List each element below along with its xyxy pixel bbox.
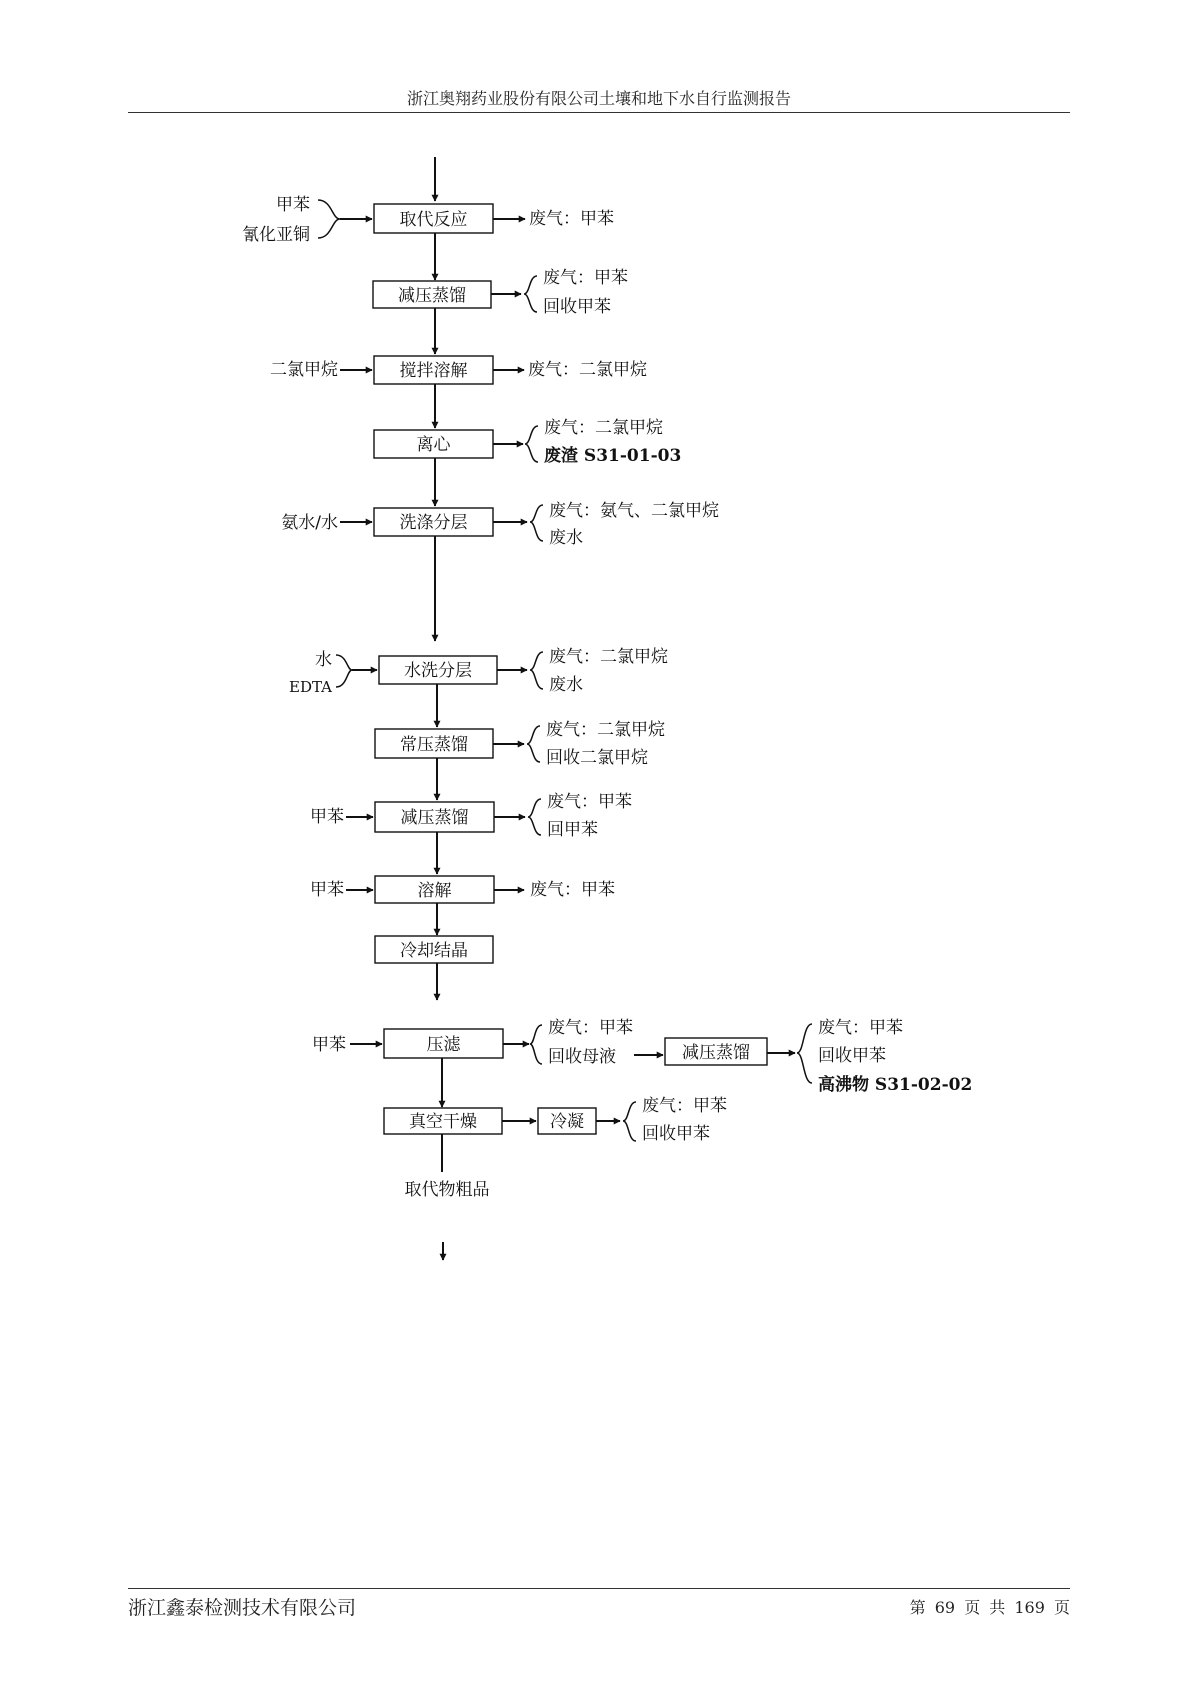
output-label-2a: 废气：甲苯 xyxy=(543,268,628,288)
input-label-toluene-8: 甲苯 xyxy=(310,807,344,827)
step-label-11: 压滤 xyxy=(426,1035,461,1055)
output-label-side1b: 回收甲苯 xyxy=(818,1046,886,1066)
output-label-8b: 回甲苯 xyxy=(547,820,598,840)
footer-divider xyxy=(128,1588,1070,1589)
input-label-toluene-9: 甲苯 xyxy=(310,880,344,900)
step-label-5: 洗涤分层 xyxy=(399,513,468,533)
step-label-10: 冷却结晶 xyxy=(400,941,468,961)
output-brace-11 xyxy=(530,1025,542,1064)
step-label-6: 水洗分层 xyxy=(404,661,472,681)
output-label-side2a: 废气：甲苯 xyxy=(642,1096,727,1116)
input-label-toluene-11: 甲苯 xyxy=(312,1035,346,1055)
side-step-label-1: 减压蒸馏 xyxy=(682,1043,750,1063)
input-label-ammonia-water: 氨水/水 xyxy=(281,513,338,533)
output-brace-4 xyxy=(525,426,538,462)
output-label-side2b: 回收甲苯 xyxy=(642,1124,710,1144)
output-label-4a: 废气：二氯甲烷 xyxy=(544,418,663,438)
output-label-6a: 废气：二氯甲烷 xyxy=(549,647,668,667)
output-brace-side1 xyxy=(797,1024,812,1083)
output-label-9: 废气：甲苯 xyxy=(530,880,615,900)
input-label-dcm: 二氯甲烷 xyxy=(270,360,338,380)
output-brace-2 xyxy=(524,276,537,312)
side-step-label-2: 冷凝 xyxy=(550,1112,584,1132)
output-brace-6 xyxy=(530,652,543,689)
step-label-3: 搅拌溶解 xyxy=(399,361,468,381)
step-label-1: 取代反应 xyxy=(399,210,468,230)
step-label-7: 常压蒸馏 xyxy=(400,735,468,755)
output-label-4b: 废渣 S31-01-03 xyxy=(544,446,682,466)
input-label-toluene-1: 甲苯 xyxy=(276,195,310,215)
input-brace-1 xyxy=(318,200,340,238)
output-label-7b: 回收二氯甲烷 xyxy=(546,748,648,768)
output-label-side1c: 高沸物 S31-02-02 xyxy=(818,1075,973,1095)
page-header-title: 浙江奥翔药业股份有限公司土壤和地下水自行监测报告 xyxy=(406,89,791,108)
output-label-1: 废气：甲苯 xyxy=(529,209,614,229)
step-label-4: 离心 xyxy=(416,435,451,455)
output-label-11a: 废气：甲苯 xyxy=(548,1018,633,1038)
output-brace-5 xyxy=(530,505,543,541)
output-label-5b: 废水 xyxy=(549,528,583,548)
step-label-8: 减压蒸馏 xyxy=(400,808,469,828)
input-label-edta: EDTA xyxy=(289,678,332,696)
input-label-water: 水 xyxy=(315,650,332,670)
step-label-2: 减压蒸馏 xyxy=(398,286,466,306)
output-label-7a: 废气：二氯甲烷 xyxy=(546,720,665,740)
input-brace-6 xyxy=(336,655,352,687)
output-brace-7 xyxy=(527,726,540,762)
output-label-2b: 回收甲苯 xyxy=(543,297,611,317)
output-label-11b: 回收母液 xyxy=(548,1047,616,1067)
output-label-side1a: 废气：甲苯 xyxy=(818,1018,903,1038)
footer-page-number: 第 69 页 共 169 页 xyxy=(909,1598,1070,1617)
step-label-9: 溶解 xyxy=(417,881,452,901)
step-label-12: 真空干燥 xyxy=(409,1112,477,1132)
product-label: 取代物粗品 xyxy=(404,1180,490,1200)
input-label-cuprous-cyanide: 氰化亚铜 xyxy=(242,225,310,245)
output-brace-8 xyxy=(528,799,541,835)
output-brace-side2 xyxy=(623,1102,636,1141)
footer-company: 浙江鑫泰检测技术有限公司 xyxy=(128,1597,357,1619)
output-label-8a: 废气：甲苯 xyxy=(547,792,632,812)
output-label-3: 废气：二氯甲烷 xyxy=(528,360,647,380)
output-label-6b: 废水 xyxy=(549,675,583,695)
output-label-5a: 废气：氨气、二氯甲烷 xyxy=(549,501,719,521)
